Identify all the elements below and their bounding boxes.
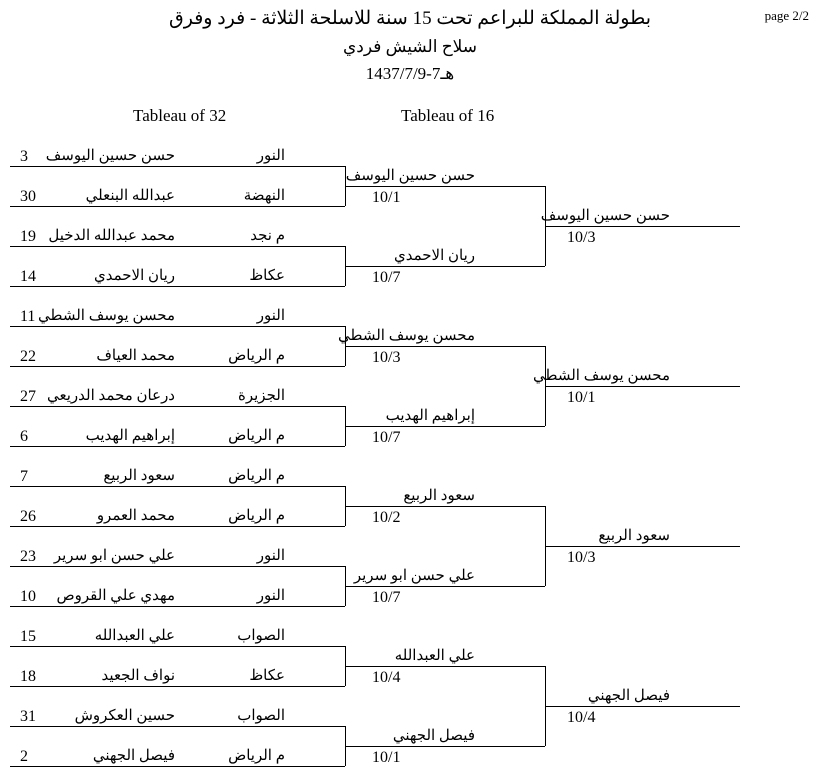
- t16-line: [345, 346, 545, 347]
- t16-line: [345, 506, 545, 507]
- t32-seed: 19: [20, 228, 36, 245]
- t32-line: [10, 446, 345, 447]
- t32-club: النور: [256, 148, 285, 164]
- t32-club: م الرياض: [228, 468, 285, 484]
- t32-club: النور: [256, 308, 285, 324]
- t32-club: النور: [256, 588, 285, 604]
- t16-fencer-name: إبراهيم الهديب: [385, 408, 475, 424]
- t32-line: [10, 646, 345, 647]
- t8-fencer-name: سعود الربيع: [598, 528, 670, 544]
- t32-seed: 2: [20, 748, 28, 765]
- t32-line: [10, 366, 345, 367]
- t32-fencer-name: سعود الربيع: [103, 468, 175, 484]
- t32-club: م الرياض: [228, 508, 285, 524]
- t8-fencer-name: محسن يوسف الشطي: [533, 368, 670, 384]
- page-number: page 2/2: [764, 8, 809, 23]
- t32-fencer-name: عبدالله البنعلي: [85, 188, 175, 204]
- t16-fencer-name: ريان الاحمدي: [393, 248, 475, 264]
- t32-line: [10, 286, 345, 287]
- t32-fencer-name: حسين العكروش: [74, 708, 175, 724]
- t32-club: م نجد: [250, 228, 285, 244]
- t32-line: [10, 406, 345, 407]
- t32-seed: 27: [20, 388, 36, 405]
- t32-fencer-name: محسن يوسف الشطي: [38, 308, 175, 324]
- t8-fencer-name: فيصل الجهني: [587, 688, 670, 704]
- t16-score: 10/1: [372, 749, 401, 766]
- t32-seed: 11: [20, 308, 36, 325]
- t16-line: [345, 266, 545, 267]
- t32-fencer-name: مهدي علي القروص: [56, 588, 175, 604]
- t32-fencer-name: حسن حسين اليوسف: [45, 148, 175, 164]
- t32-line: [10, 206, 345, 207]
- tournament-title: بطولة المملكة للبراعم تحت 15 سنة للاسلحة الثلاثة - فرد وفرق: [168, 8, 651, 29]
- t32-seed: 18: [20, 668, 36, 685]
- t8-line: [545, 386, 740, 387]
- t32-club: م الرياض: [228, 428, 285, 444]
- t16-line: [345, 666, 545, 667]
- t32-seed: 14: [20, 268, 36, 285]
- t8-fencer-name: حسن حسين اليوسف: [540, 208, 670, 224]
- t16-line: [345, 426, 545, 427]
- t8-score: 10/1: [567, 389, 596, 406]
- t32-club: النور: [256, 548, 285, 564]
- t32-seed: 22: [20, 348, 36, 365]
- t32-line: [10, 606, 345, 607]
- t16-line: [345, 586, 545, 587]
- t8-line: [545, 546, 740, 547]
- t16-score: 10/3: [372, 349, 401, 366]
- t16-score: 10/2: [372, 509, 401, 526]
- t32-seed: 10: [20, 588, 36, 605]
- t32-line: [10, 766, 345, 767]
- t32-seed: 3: [20, 148, 28, 165]
- t32-fencer-name: علي حسن ابو سرير: [53, 548, 175, 564]
- t32-line: [10, 326, 345, 327]
- t16-score: 10/7: [372, 589, 401, 606]
- t32-fencer-name: إبراهيم الهديب: [85, 428, 175, 444]
- t16-fencer-name: علي العبدالله: [394, 648, 475, 664]
- t32-fencer-name: علي العبدالله: [94, 628, 175, 644]
- t16-line: [345, 186, 545, 187]
- t16-fencer-name: فيصل الجهني: [392, 728, 475, 744]
- t32-seed: 30: [20, 188, 36, 205]
- t32-club: الصواب: [237, 708, 285, 724]
- t32-seed: 7: [20, 468, 28, 485]
- t16-fencer-name: علي حسن ابو سرير: [353, 568, 475, 584]
- event-date: 1437/7/9-7هـ: [365, 64, 455, 83]
- t32-club: عكاظ: [249, 668, 285, 684]
- t16-score: 10/1: [372, 189, 401, 206]
- t32-fencer-name: نواف الجعيد: [101, 668, 175, 684]
- t8-score: 10/3: [567, 549, 596, 566]
- t32-seed: 23: [20, 548, 36, 565]
- t32-line: [10, 526, 345, 527]
- t16-score: 10/4: [372, 669, 401, 686]
- t32-club: الجزيرة: [237, 388, 285, 404]
- t32-fencer-name: ريان الاحمدي: [93, 268, 175, 284]
- t16-line: [345, 746, 545, 747]
- t32-seed: 26: [20, 508, 36, 525]
- t8-line: [545, 226, 740, 227]
- t8-score: 10/3: [567, 229, 596, 246]
- t16-fencer-name: سعود الربيع: [403, 488, 475, 504]
- t16-score: 10/7: [372, 269, 401, 286]
- t16-score: 10/7: [372, 429, 401, 446]
- weapon-subtitle: سلاح الشيش فردي: [342, 37, 478, 56]
- t32-club: الصواب: [237, 628, 285, 644]
- column-header-t32: Tableau of 32: [133, 106, 227, 125]
- t32-club: م الرياض: [228, 748, 285, 764]
- t32-line: [10, 726, 345, 727]
- t32-club: عكاظ: [249, 268, 285, 284]
- t32-fencer-name: محمد عبدالله الدخيل: [48, 228, 175, 244]
- t32-line: [10, 166, 345, 167]
- t8-line: [545, 706, 740, 707]
- t8-score: 10/4: [567, 709, 596, 726]
- t32-line: [10, 686, 345, 687]
- column-header-t16: Tableau of 16: [401, 106, 495, 125]
- t32-seed: 15: [20, 628, 36, 645]
- t16-fencer-name: حسن حسين اليوسف: [345, 168, 475, 184]
- t16-fencer-name: محسن يوسف الشطي: [338, 328, 475, 344]
- t32-seed: 6: [20, 428, 28, 445]
- t32-seed: 31: [20, 708, 36, 725]
- t32-fencer-name: محمد العياف: [96, 348, 175, 364]
- t32-club: النهضة: [243, 188, 285, 204]
- t32-fencer-name: محمد العمرو: [96, 508, 175, 524]
- t32-fencer-name: درعان محمد الدريعي: [47, 388, 175, 404]
- t32-line: [10, 246, 345, 247]
- t32-line: [10, 566, 345, 567]
- t32-fencer-name: فيصل الجهني: [92, 748, 175, 764]
- t32-club: م الرياض: [228, 348, 285, 364]
- t32-line: [10, 486, 345, 487]
